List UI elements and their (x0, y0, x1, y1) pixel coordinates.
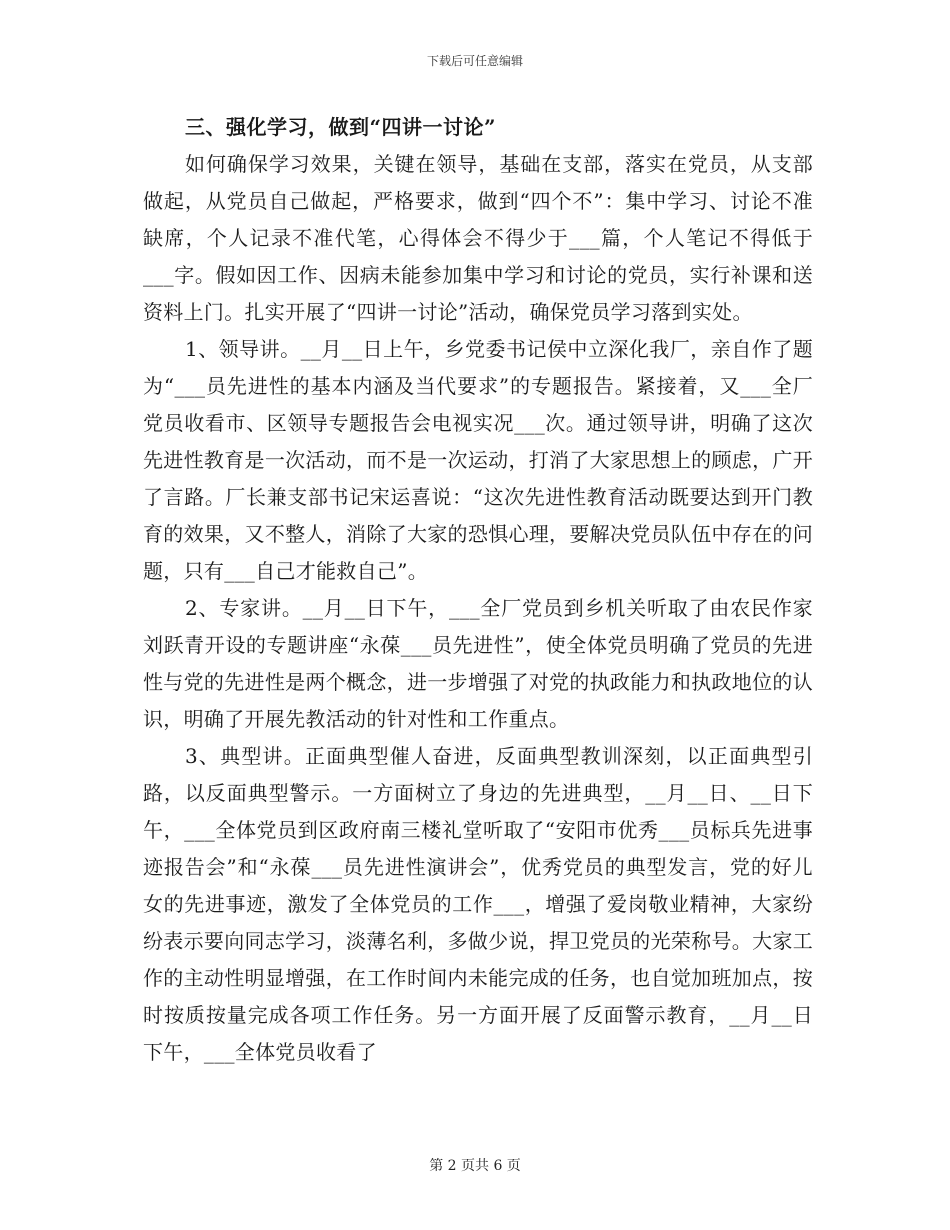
page-header: 下载后可任意编辑 (426, 54, 523, 68)
paragraph-expert-talk: 2、专家讲。__月__日下午，___全厂党员到乡机关听取了由农民作家刘跃青开设的专题讲座“永葆___员先进性”，使全体党员明确了党员的先进性与党的先进性是两个概念，进一步增强了对党的执政能力和执政地位的认识，明确了开展先教活动的针对性和工作重点。 (143, 596, 813, 731)
paragraph-intro: 如何确保学习效果，关键在领导，基础在支部，落实在党员，从支部做起，从党员自己做起，严格要求，做到“四个不”：集中学习、讨论不准缺席，个人记录不准代笔，心得体会不得少于___篇，个人笔记不得低于___字。假如因工作、因病未能参加集中学习和讨论的党员，实行补课和送资料上门。扎实开展了“四讲一讨论”活动，确保党员学习落到实处。 (143, 152, 813, 324)
paragraph-leader-talk: 1、领导讲。__月__日上午，乡党委书记侯中立深化我厂，亲自作了题为“___员先进性的基本内涵及当代要求”的专题报告。紧接着，又___全厂党员收看市、区领导专题报告会电视实况___次。通过领导讲，明确了这次先进性教育是一次活动，而不是一次运动，打消了大家思想上的顾虑，广开了言路。厂长兼支部书记宋运喜说：“这次先进性教育活动既要达到开门教育的效果，又不整人，消除了大家的恐惧心理，要解决党员队伍中存在的问题，只有___自己才能救自己”。 (143, 337, 813, 583)
document-body (143, 108, 813, 1071)
paragraph-model-talk: 3、典型讲。正面典型催人奋进，反面典型教训深刻，以正面典型引路，以反面典型警示。一方面树立了身边的先进典型，__月__日、__日下午，___全体党员到区政府南三楼礼堂听取了“安阳市优秀___员标兵先进事迹报告会”和“永葆___员先进性演讲会”，优秀党员的典型发言，党的好儿女的先进事迹，激发了全体党员的工作___，增强了爱岗敬业精神，大家纷纷表示要向同志学习，淡薄名利，多做少说，捍卫党员的光荣称号。大家工作的主动性明显增强，在工作时间内未能完成的任务，也自觉加班加点，按时按质按量完成各项工作任务。另一方面开展了反面警示教育，__月__日下午，___全体党员收看了 (143, 744, 813, 1064)
section-heading: 三、强化学习，做到“四讲一讨论” (185, 115, 497, 139)
page-footer: 第 2 页共 6 页 (429, 1158, 521, 1174)
